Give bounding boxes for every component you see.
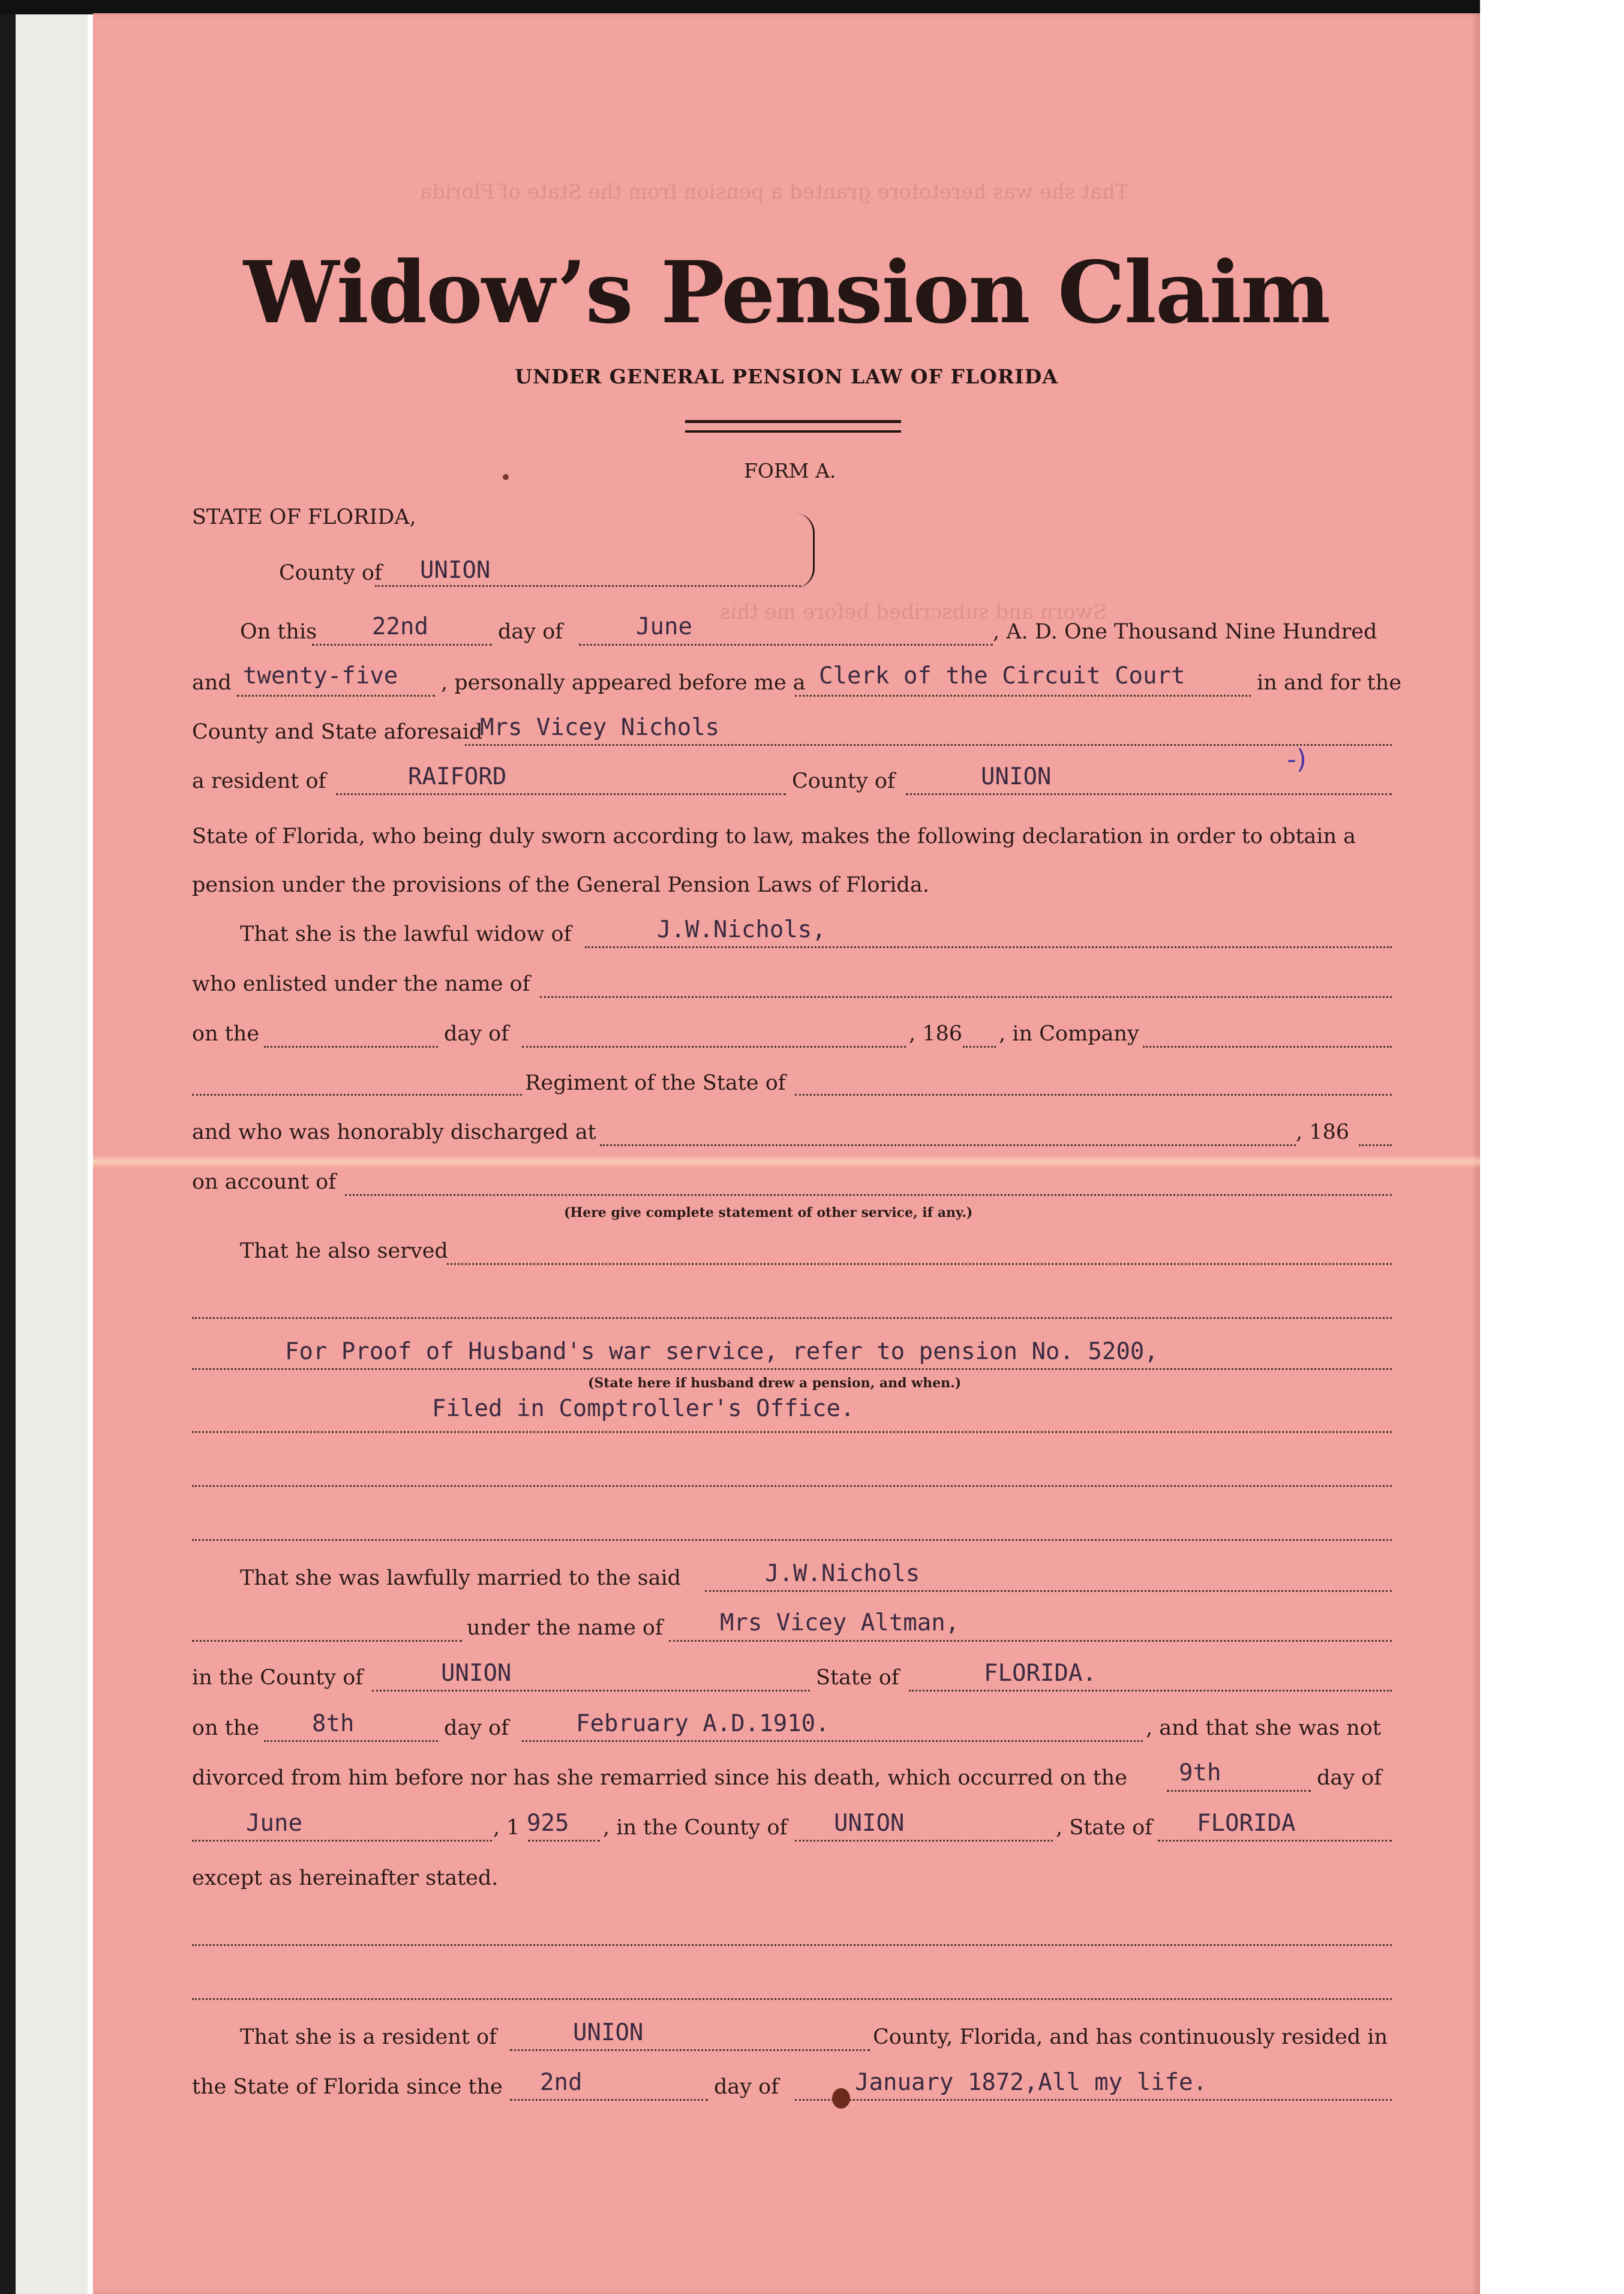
- filed-line: [192, 1431, 1392, 1433]
- residence-county-line: [906, 793, 1392, 795]
- form-title: Widow’s Pension Claim: [243, 243, 1330, 343]
- declaration-line-2: pension under the provisions of the General Pension Laws of Florida.: [192, 873, 929, 897]
- under-name-label: under the name of: [467, 1616, 663, 1640]
- and-label: and: [192, 671, 232, 695]
- regiment-number-line: [192, 1094, 522, 1096]
- exception-line-2: [192, 1998, 1392, 2000]
- marriage-state-line: [909, 1690, 1392, 1692]
- service-year-line: [963, 1046, 996, 1048]
- pencil-mark: -): [1287, 744, 1307, 775]
- married-label: That she was lawfully married to the said: [240, 1566, 682, 1590]
- bleed-through-text: Sworn and subscribed before me this: [720, 600, 1107, 624]
- ink-spot: [503, 474, 509, 480]
- since-day-line: [510, 2099, 708, 2101]
- ink-stain: [832, 2088, 850, 2109]
- death-county: UNION: [834, 1810, 905, 1837]
- on-this-label: On this: [240, 620, 317, 644]
- day-of-label: day of: [498, 620, 563, 644]
- marriage-county-label: in the County of: [192, 1666, 364, 1690]
- maiden-name-line: [669, 1640, 1392, 1642]
- death-county-label: , in the County of: [603, 1816, 788, 1840]
- since-date: January 1872,All my life.: [855, 2069, 1207, 2096]
- scan-top-border: [0, 0, 1488, 14]
- discharged-label: and who was honorably discharged at: [192, 1120, 596, 1144]
- county-of-label: County of: [792, 769, 895, 793]
- resident-label: a resident of: [192, 769, 326, 793]
- claimant-name: Mrs Vicey Nichols: [480, 714, 720, 741]
- scan-right-margin: [1480, 0, 1624, 2294]
- service-month-line: [522, 1046, 906, 1048]
- death-state: FLORIDA: [1197, 1810, 1296, 1837]
- county-label: County of: [279, 561, 382, 585]
- not-text: , and that she was not: [1146, 1716, 1381, 1740]
- county-state-label: County and State aforesaid: [192, 720, 483, 744]
- death-year: 925: [527, 1810, 569, 1837]
- death-year-line: [528, 1840, 600, 1842]
- in-and-for-text: in and for the: [1257, 671, 1402, 695]
- affidavit-month: June: [636, 613, 692, 640]
- marriage-on-the: on the: [192, 1716, 260, 1740]
- exception-line-1: [192, 1944, 1392, 1946]
- also-served-line-2: [192, 1317, 1392, 1319]
- continuously-text: County, Florida, and has continuously resided in: [873, 2025, 1388, 2049]
- death-day-line: [1167, 1790, 1311, 1792]
- proof-text: For Proof of Husband's war service, refer to pension No. 5200,: [285, 1338, 1158, 1365]
- discharged-line: [600, 1144, 1296, 1146]
- death-year-prefix: , 1: [493, 1816, 520, 1840]
- blank-line: [192, 1539, 1392, 1541]
- since-day-of: day of: [714, 2075, 779, 2099]
- affidavit-year: twenty-five: [243, 662, 398, 689]
- regiment-label: Regiment of the State of: [525, 1071, 786, 1095]
- residence-label: That she is a resident of: [240, 2025, 497, 2049]
- month-line: [579, 644, 993, 646]
- form-number: FORM A.: [744, 459, 836, 482]
- state-label: STATE OF FLORIDA,: [192, 505, 416, 529]
- also-served-label: That he also served: [240, 1239, 448, 1263]
- residence-county-2: UNION: [573, 2019, 644, 2046]
- death-month: June: [246, 1810, 302, 1837]
- death-day-of: day of: [1317, 1766, 1382, 1790]
- married-husband: J.W.Nichols: [765, 1560, 920, 1587]
- declaration-line-1: State of Florida, who being duly sworn according to law, makes the following declaration in order to obtain a: [192, 824, 1356, 848]
- marriage-state: FLORIDA.: [984, 1660, 1097, 1687]
- death-state-line: [1158, 1840, 1392, 1842]
- day-line: [312, 644, 492, 646]
- service-day-line: [264, 1046, 438, 1048]
- residence-county-line-2: [510, 2049, 870, 2051]
- residence-town: RAIFORD: [408, 763, 507, 790]
- husband-line: [585, 946, 1392, 948]
- officer-line: [795, 695, 1251, 697]
- paper-fold-crease: [93, 1155, 1480, 1168]
- also-served-line: [447, 1263, 1392, 1265]
- marriage-day-line: [264, 1740, 438, 1742]
- service-day-of: day of: [444, 1022, 509, 1046]
- on-account-line: [345, 1194, 1392, 1196]
- married-husband-line: [705, 1590, 1392, 1592]
- form-subtitle: UNDER GENERAL PENSION LAW OF FLORIDA: [515, 365, 1058, 388]
- affidavit-officer: Clerk of the Circuit Court: [819, 662, 1185, 689]
- death-county-line: [795, 1840, 1053, 1842]
- blank-line: [192, 1485, 1392, 1487]
- appeared-text: , personally appeared before me a: [441, 671, 806, 695]
- scan-left-margin: [16, 0, 88, 2294]
- ad-text: , A. D. One Thousand Nine Hundred: [993, 620, 1377, 644]
- service-on-the: on the: [192, 1022, 260, 1046]
- discharged-year-line: [1359, 1144, 1392, 1146]
- scan-left-border: [0, 0, 16, 2294]
- company-line: [1143, 1046, 1392, 1048]
- claimant-line: [465, 744, 1392, 746]
- enlisted-line: [540, 996, 1392, 998]
- county-value: UNION: [420, 557, 491, 584]
- marriage-date: February A.D.1910.: [576, 1710, 830, 1737]
- year-line: [237, 695, 435, 697]
- bleed-through-text: That she was heretofore granted a pension from the State of Florida: [420, 180, 1129, 204]
- widow-of-label: That she is the lawful widow of: [240, 922, 572, 946]
- title-double-rule: [685, 420, 901, 433]
- proof-line: [192, 1368, 1392, 1370]
- document-paper: [93, 13, 1480, 2294]
- maiden-prefix-line: [192, 1640, 462, 1642]
- marriage-county: UNION: [441, 1660, 512, 1687]
- service-year-prefix: , 186: [909, 1022, 963, 1046]
- residence-line: [336, 793, 786, 795]
- regiment-state-line: [795, 1094, 1392, 1096]
- except-text: except as hereinafter stated.: [192, 1866, 499, 1890]
- marriage-county-line: [372, 1690, 810, 1692]
- county-line: [375, 585, 801, 587]
- filed-text: Filed in Comptroller's Office.: [432, 1395, 855, 1422]
- husband-name: J.W.Nichols,: [657, 916, 826, 943]
- marriage-state-label: State of: [816, 1666, 899, 1690]
- affidavit-day: 22nd: [372, 613, 428, 640]
- death-month-line: [192, 1840, 492, 1842]
- since-text: the State of Florida since the: [192, 2075, 503, 2099]
- since-date-line: [795, 2099, 1392, 2101]
- venue-brace: [795, 513, 815, 588]
- maiden-name: Mrs Vicey Altman,: [720, 1609, 960, 1636]
- death-state-label: , State of: [1056, 1816, 1153, 1840]
- enlisted-label: who enlisted under the name of: [192, 972, 530, 996]
- company-label: , in Company: [999, 1022, 1139, 1046]
- marriage-day-of: day of: [444, 1716, 509, 1740]
- pension-note: (State here if husband drew a pension, and when.): [588, 1375, 962, 1391]
- death-day: 9th: [1179, 1759, 1221, 1786]
- since-day: 2nd: [540, 2069, 583, 2096]
- discharged-year: , 186: [1296, 1120, 1350, 1144]
- residence-county: UNION: [981, 763, 1052, 790]
- divorced-text: divorced from him before nor has she remarried since his death, which occurred on the: [192, 1766, 1127, 1790]
- marriage-date-line: [522, 1740, 1143, 1742]
- marriage-day: 8th: [312, 1710, 355, 1737]
- other-service-note: (Here give complete statement of other service, if any.): [564, 1205, 973, 1221]
- on-account-label: on account of: [192, 1170, 337, 1194]
